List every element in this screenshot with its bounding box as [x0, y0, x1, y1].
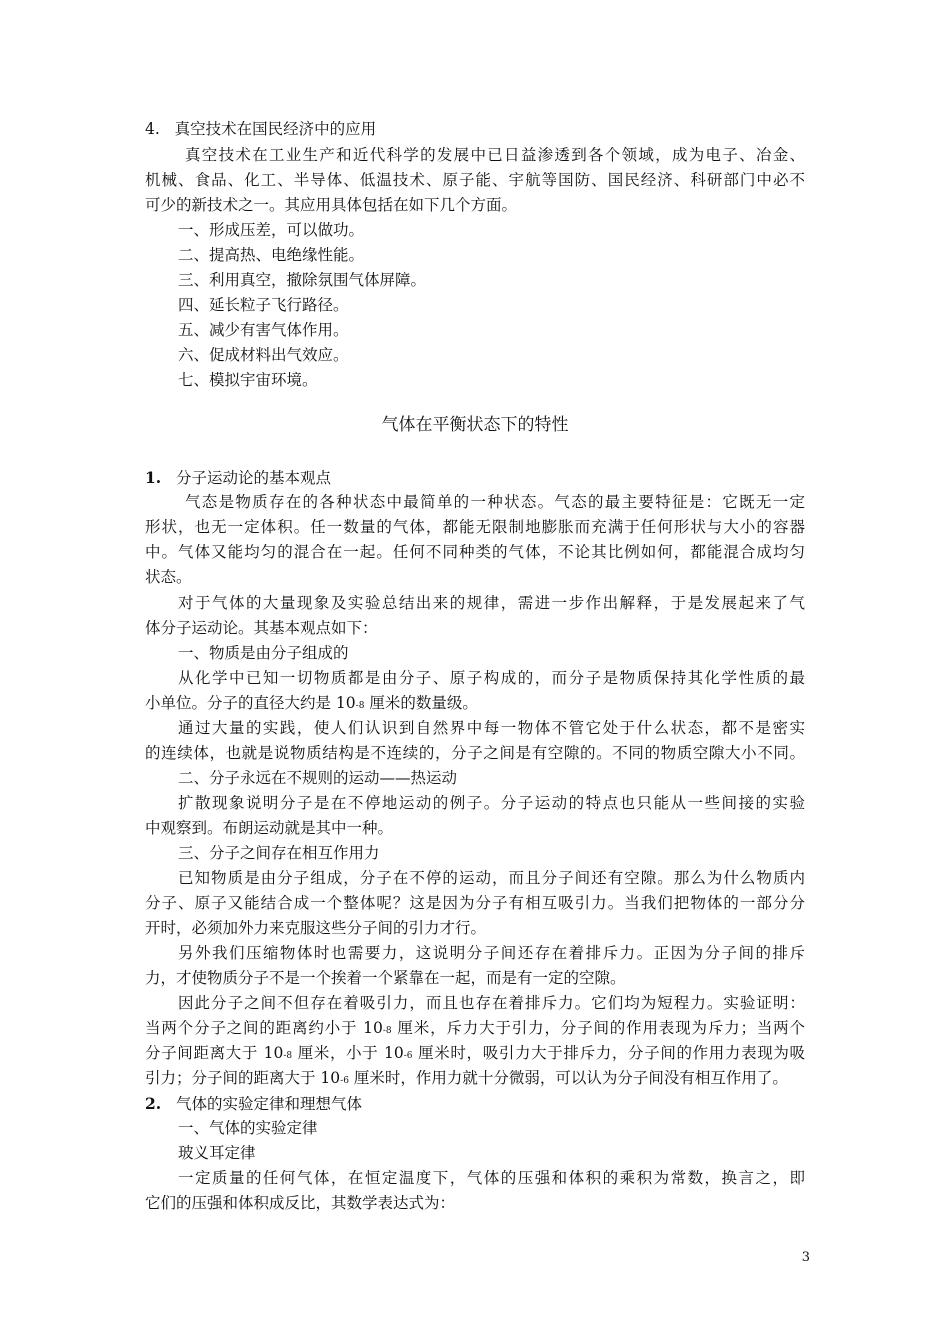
list-item: 五、减少有害气体作用。	[178, 321, 349, 339]
paragraph-line: 对于气体的大量现象及实验总结出来的规律，需进一步作出解释，于是发展起来了气	[178, 594, 805, 612]
subheading-line: 玻义耳定律	[178, 1144, 256, 1162]
chapter-title: 气体在平衡状态下的特性	[381, 415, 569, 435]
paragraph-line: 小单位。分子的直径大约是 10-8 厘米的数量级。	[145, 694, 478, 712]
paragraph-line: 开时，必须加外力来克服这些分子间的引力才行。	[145, 919, 487, 937]
paragraph-line: 的连续体，也就是说物质结构是不连续的，分子之间是有空隙的。不同的物质空隙大小不同。	[145, 744, 805, 762]
paragraph-line: 另外我们压缩物体时也需要力，这说明分子间还存在着排斥力。正因为分子间的排斥	[178, 944, 805, 962]
list-item: 三、利用真空，撤除氛围气体屏障。	[178, 271, 427, 289]
list-item: 六、促成材料出气效应。	[178, 346, 349, 364]
paragraph-line: 从化学中已知一切物质都是由分子、原子构成的，而分子是物质保持其化学性质的最	[178, 669, 805, 687]
paragraph-line: 机械、食品、化工、半导体、低温技术、原子能、宇航等国防、国民经济、科研部门中必不	[145, 171, 805, 189]
section-4-heading: 4. 真空技术在国民经济中的应用	[145, 120, 377, 138]
subheading-line: 三、分子之间存在相互作用力	[178, 844, 380, 862]
list-item: 二、提高热、电绝缘性能。	[178, 246, 365, 264]
paragraph-line: 一定质量的任何气体，在恒定温度下，气体的压强和体积的乘积为常数，换言之，即	[178, 1169, 805, 1187]
page-number: 3	[801, 1250, 810, 1265]
subheading-line: 二、分子永远在不规则的运动——热运动	[178, 769, 458, 787]
paragraph-line: 中观察到。布朗运动就是其中一种。	[145, 819, 394, 837]
paragraph-line: 状态。	[145, 568, 192, 586]
list-item: 七、模拟宇宙环境。	[178, 371, 318, 389]
paragraph-line: 气态是物质存在的各种状态中最简单的一种状态。气态的最主要特征是：它既无一定	[185, 493, 805, 511]
paragraph-line: 它们的压强和体积成反比，其数学表达式为：	[145, 1194, 456, 1212]
paragraph-line: 因此分子之间不但存在着吸引力，而且也存在着排斥力。它们均为短程力。实验证明：	[178, 994, 805, 1012]
paragraph-line: 引力；分子间的距离大于 10-6 厘米时，作用力就十分微弱，可以认为分子间没有相互作用了。	[145, 1069, 788, 1087]
section-1-heading: 1. 分子运动论的基本观点	[145, 468, 331, 487]
paragraph-line: 力，才使物质分子不是一个挨着一个紧靠在一起，而是有一定的空隙。	[145, 969, 626, 987]
list-item: 四、延长粒子飞行路径。	[178, 296, 349, 314]
section-2-heading: 2. 气体的实验定律和理想气体	[145, 1094, 362, 1113]
paragraph-line: 已知物质是由分子组成，分子在不停的运动，而且分子间还有空隙。那么为什么物质内	[178, 869, 805, 887]
paragraph-line: 当两个分子之间的距离约小于 10-8 厘米，斥力大于引力，分子间的作用表现为斥力；当两个	[145, 1019, 805, 1037]
paragraph-line: 分子间距离大于 10-8 厘米，小于 10-6 厘米时，吸引力大于排斥力，分子间的作用力表现为吸	[145, 1044, 805, 1062]
paragraph-line: 中。气体又能均匀的混合在一起。任何不同种类的气体，不论其比例如何，都能混合成均匀	[145, 543, 805, 561]
paragraph-line: 分子、原子又能结合成一个整体呢？这是因为分子有相互吸引力。当我们把物体的一部分分	[145, 894, 805, 912]
subheading-line: 一、物质是由分子组成的	[178, 644, 349, 662]
paragraph-line: 形状，也无一定体积。任一数量的气体，都能无限制地膨胀而充满于任何形状与大小的容器	[145, 518, 805, 536]
paragraph-line: 扩散现象说明分子是在不停地运动的例子。分子运动的特点也只能从一些间接的实验	[178, 794, 805, 812]
paragraph-line: 真空技术在工业生产和近代科学的发展中已日益渗透到各个领域，成为电子、冶金、	[185, 146, 805, 164]
paragraph-line: 体分子运动论。其基本观点如下：	[145, 619, 378, 637]
paragraph-line: 通过大量的实践，使人们认识到自然界中每一物体不管它处于什么状态，都不是密实	[178, 719, 805, 737]
subheading-line: 一、气体的实验定律	[178, 1119, 318, 1137]
list-item: 一、形成压差，可以做功。	[178, 221, 365, 239]
paragraph-line: 可少的新技术之一。其应用具体包括在如下几个方面。	[145, 196, 518, 214]
